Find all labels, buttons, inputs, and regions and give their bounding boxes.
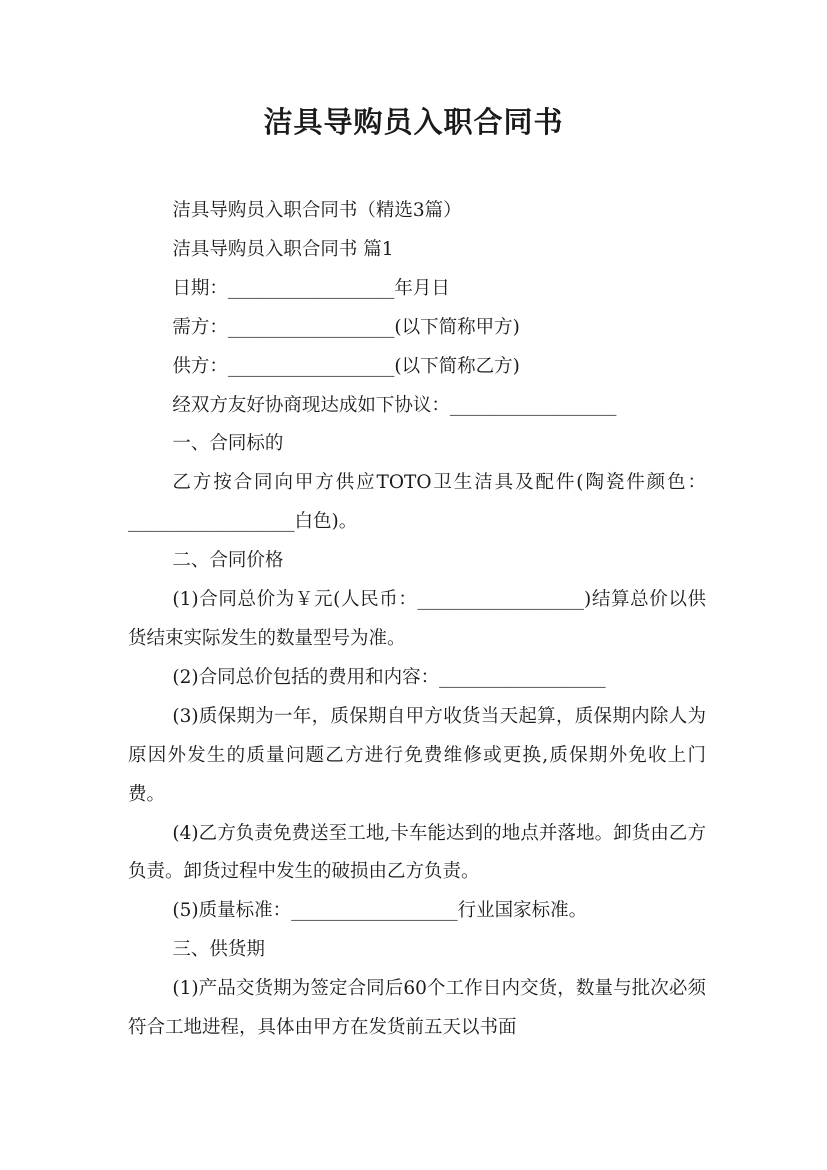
paragraph-price-4: (4)乙方负责免费送至工地,卡车能达到的地点并落地。卸货由乙方负责。卸货过程中发生的破损由乙方负责。 bbox=[128, 822, 706, 883]
paragraph-supplier-line: 供方：__________________(以下简称乙方) bbox=[172, 355, 520, 377]
paragraph-contract-subject: 乙方按合同向甲方供应TOTO卫生洁具及配件(陶瓷件颜色：__________________白色)。 bbox=[128, 472, 706, 533]
document-body bbox=[128, 192, 706, 1048]
paragraph-price-3: (3)质保期为一年，质保期自甲方收货当天起算，质保期内除人为原因外发生的质量问题乙方进行免费维修或更换,质保期外免收上门费。 bbox=[128, 705, 706, 805]
paragraph-buyer-line: 需方：__________________(以下简称甲方) bbox=[172, 316, 520, 338]
paragraph-price-2: (2)合同总价包括的费用和内容：__________________ bbox=[172, 666, 606, 688]
document-title: 洁具导购员入职合同书 bbox=[263, 105, 564, 139]
paragraph-price-1: (1)合同总价为￥元(人民币：__________________)结算总价以供货结束实际发生的数量型号为准。 bbox=[128, 589, 706, 649]
heading-contract-price: 二、合同价格 bbox=[172, 550, 284, 572]
paragraph-agreement-intro: 经双方友好协商现达成如下协议：__________________ bbox=[172, 394, 617, 416]
heading-supply-period: 三、供货期 bbox=[172, 939, 265, 961]
paragraph-section-heading: 洁具导购员入职合同书 篇1 bbox=[172, 238, 394, 260]
paragraph-subtitle: 洁具导购员入职合同书（精选3篇） bbox=[172, 200, 462, 221]
paragraph-supply-1: (1)产品交货期为签定合同后60个工作日内交货，数量与批次必须符合工地进程，具体由甲方在发货前五天以书面 bbox=[128, 978, 706, 1039]
heading-contract-subject: 一、合同标的 bbox=[172, 433, 284, 455]
paragraph-date-line: 日期：__________________年月日 bbox=[172, 277, 450, 299]
paragraph-price-5: (5)质量标准：__________________行业国家标准。 bbox=[172, 900, 588, 922]
